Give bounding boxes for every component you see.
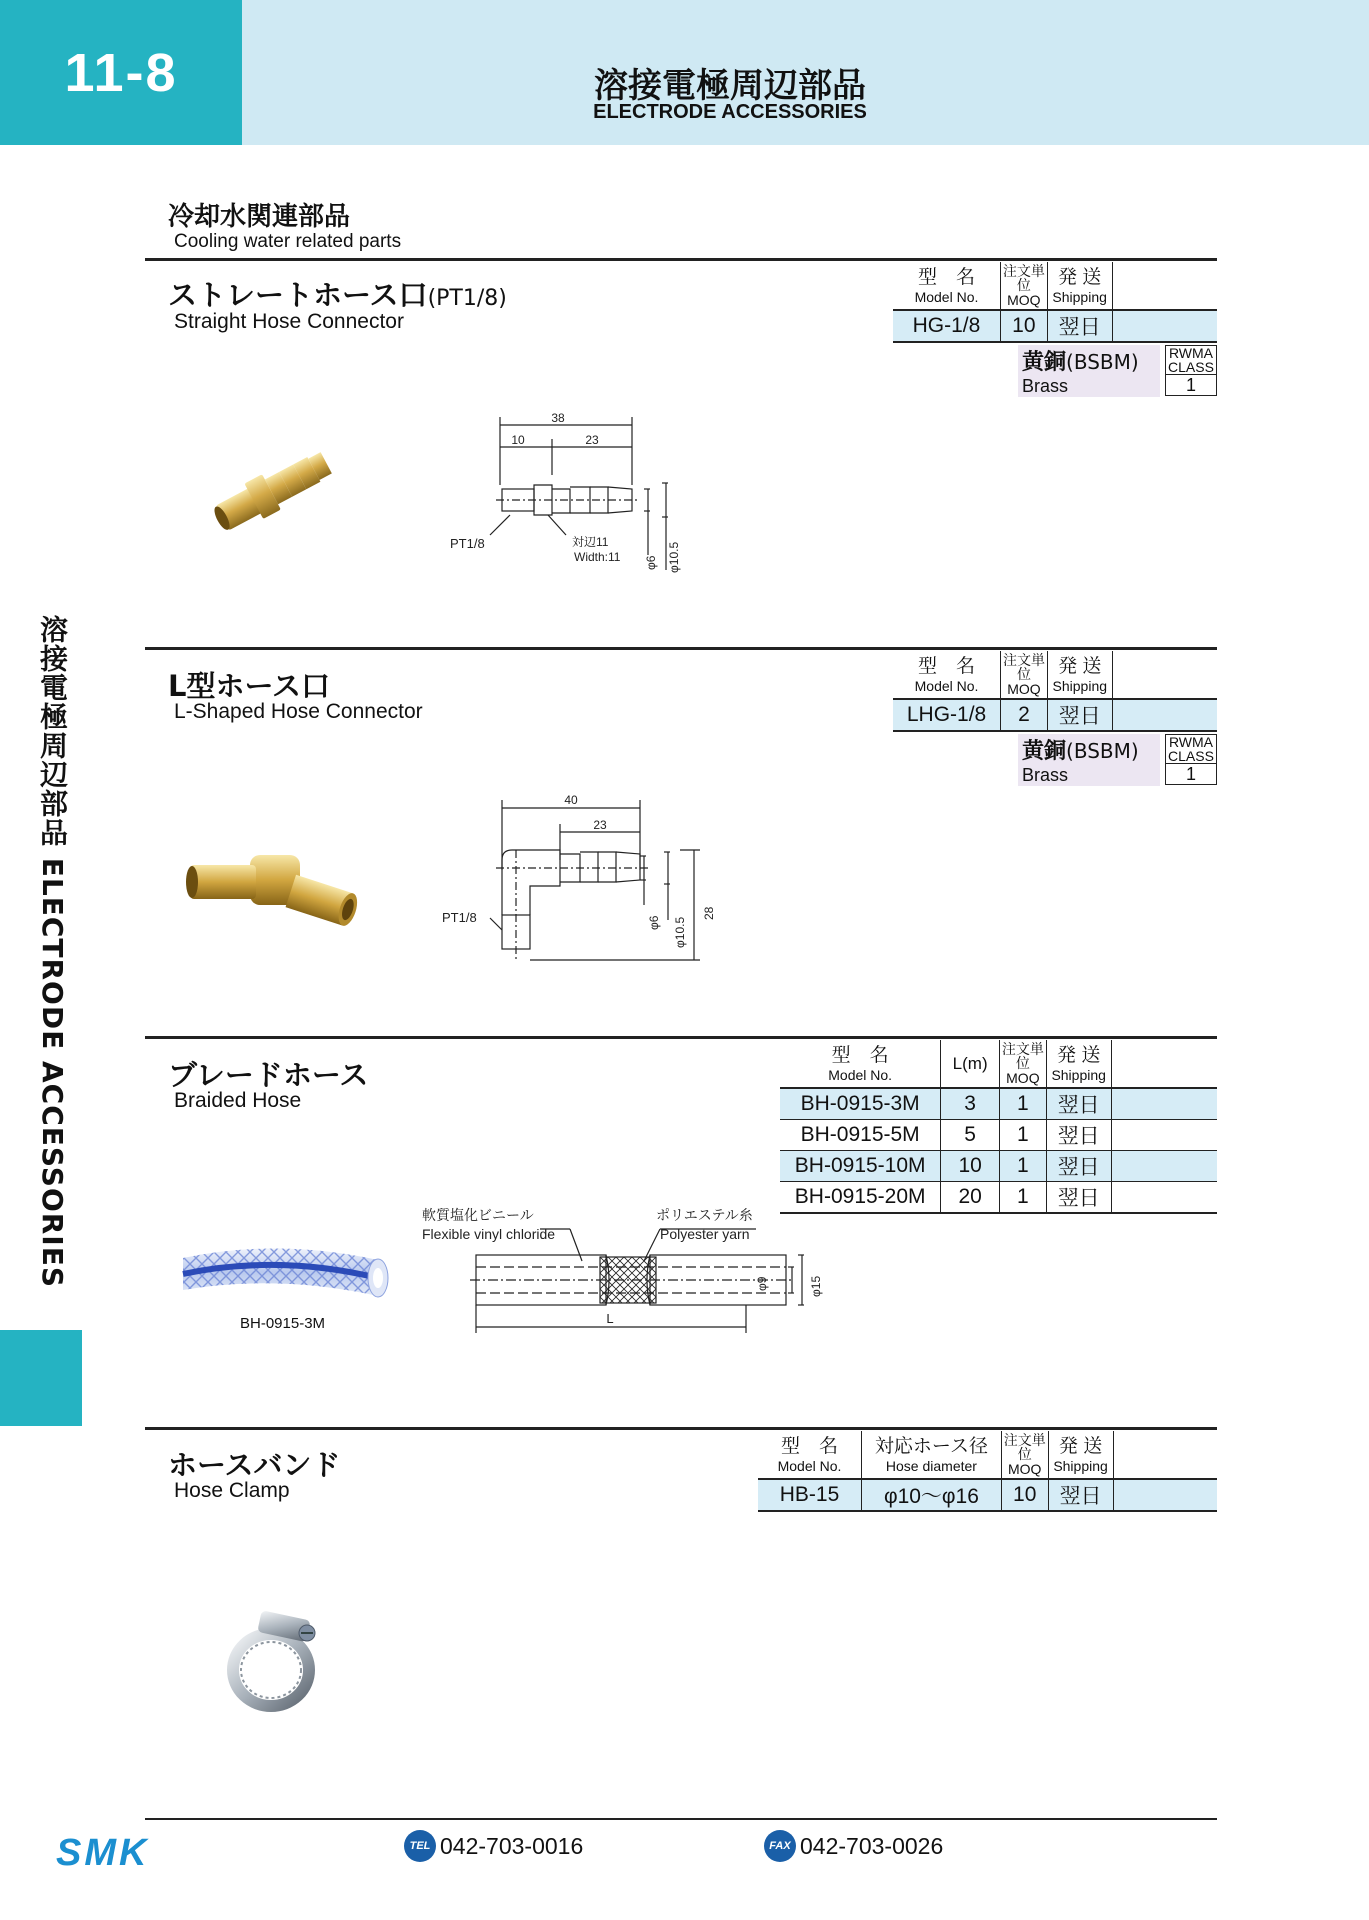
product-title-en: Straight Hose Connector bbox=[174, 310, 404, 333]
svg-text:23: 23 bbox=[593, 818, 607, 832]
material-box: 黄銅(BSBM) Brass bbox=[1018, 345, 1160, 397]
photo-caption: BH-0915-3M bbox=[240, 1315, 326, 1332]
section-divider bbox=[145, 1427, 1217, 1430]
side-tab-marker bbox=[0, 1330, 82, 1426]
svg-text:φ6: φ6 bbox=[647, 915, 661, 930]
category-title-en: Cooling water related parts bbox=[174, 231, 402, 252]
company-logo: SMK bbox=[56, 1832, 150, 1874]
product-title-jp: ホースバンド bbox=[168, 1448, 341, 1482]
table-row: HG-1/8 10 翌日 bbox=[893, 310, 1217, 342]
svg-text:φ10.5: φ10.5 bbox=[667, 541, 681, 573]
braided-hose-photo bbox=[178, 1228, 398, 1310]
tel-icon: TEL bbox=[404, 1830, 436, 1862]
hose-clamp-photo bbox=[225, 1605, 325, 1715]
braided-hose-drawing bbox=[420, 1205, 823, 1335]
svg-text:Polyester yarn: Polyester yarn bbox=[660, 1226, 750, 1242]
svg-text:PT1/8: PT1/8 bbox=[442, 910, 477, 925]
svg-text:23: 23 bbox=[585, 433, 599, 447]
svg-text:PT1/8: PT1/8 bbox=[450, 536, 485, 551]
svg-text:28: 28 bbox=[702, 906, 716, 920]
svg-text:10: 10 bbox=[511, 433, 525, 447]
table-row: LHG-1/8 2 翌日 bbox=[893, 699, 1217, 731]
svg-text:40: 40 bbox=[564, 793, 578, 807]
product-title-en: Hose Clamp bbox=[174, 1479, 290, 1502]
spec-table-braided: 型 名 Model No. L(m) 注文単位 MOQ 発 送 Shipping BH-0915-3M 3 1 翌日 BH-0915-5M 5 1 翌日 BH-0915-10M 10 1 翌日 BH-0915-20M 20 1 翌日 bbox=[780, 1040, 1217, 1214]
fax-icon: FAX bbox=[764, 1830, 796, 1862]
lshaped-connector-drawing bbox=[440, 790, 730, 975]
svg-text:軟質塩化ビニール: 軟質塩化ビニール bbox=[422, 1207, 534, 1223]
section-divider bbox=[145, 647, 1217, 650]
svg-text:38: 38 bbox=[551, 411, 565, 425]
page-number: 11-8 bbox=[0, 0, 242, 145]
product-title-en: L-Shaped Hose Connector bbox=[174, 700, 423, 723]
svg-text:Flexible vinyl chloride: Flexible vinyl chloride bbox=[422, 1226, 556, 1242]
rwma-class-badge: RWMA CLASS 1 bbox=[1165, 345, 1217, 396]
svg-text:φ15: φ15 bbox=[809, 1275, 823, 1297]
table-row: BH-0915-10M 10 1 翌日 bbox=[780, 1151, 1217, 1182]
spec-table-lshaped: 型 名 Model No. 注文単位 MOQ 発 送 Shipping LHG-1/8 2 翌日 bbox=[893, 651, 1217, 732]
table-row: HB-15 φ10〜φ16 10 翌日 bbox=[758, 1479, 1217, 1511]
tel-contact: TEL 042-703-0016 bbox=[404, 1830, 583, 1862]
page-title-en: ELECTRODE ACCESSORIES bbox=[593, 101, 867, 123]
rwma-class-badge: RWMA CLASS 1 bbox=[1165, 734, 1217, 785]
table-row: BH-0915-20M 20 1 翌日 bbox=[780, 1182, 1217, 1214]
svg-text:Width:11: Width:11 bbox=[574, 550, 621, 564]
table-row: BH-0915-3M 3 1 翌日 bbox=[780, 1088, 1217, 1120]
section-divider bbox=[145, 258, 1217, 261]
spec-table-clamp: 型 名 Model No. 対応ホース径 Hose diameter 注文単位 MOQ 発 送 Shipping HB-15 φ10〜φ16 10 翌日 bbox=[758, 1431, 1217, 1512]
straight-connector-drawing bbox=[440, 405, 700, 580]
side-section-label: 溶接電極周辺部品 ELECTRODE ACCESSORIES bbox=[36, 615, 69, 1289]
product-title-jp: L型ホース口 bbox=[168, 669, 331, 703]
svg-text:ポリエステル糸: ポリエステル糸 bbox=[656, 1207, 753, 1223]
svg-text:L: L bbox=[606, 1311, 614, 1326]
fax-contact: FAX 042-703-0026 bbox=[764, 1830, 943, 1862]
table-row: BH-0915-5M 5 1 翌日 bbox=[780, 1120, 1217, 1151]
material-box: 黄銅(BSBM) Brass bbox=[1018, 734, 1160, 786]
straight-connector-photo bbox=[205, 440, 345, 540]
section-divider bbox=[145, 1036, 1217, 1039]
page-title-jp: 溶接電極周辺部品 bbox=[594, 66, 866, 106]
lshaped-connector-photo bbox=[180, 835, 360, 940]
product-title-jp: ブレードホース bbox=[168, 1058, 369, 1092]
svg-text:φ10.5: φ10.5 bbox=[673, 916, 687, 948]
svg-text:φ9: φ9 bbox=[755, 1276, 769, 1291]
spec-table-straight: 型 名 Model No. 注文単位 MOQ 発 送 Shipping HG-1/8 10 翌日 bbox=[893, 262, 1217, 343]
category-title-jp: 冷却水関連部品 bbox=[168, 202, 351, 232]
product-title-jp: ストレートホース口(PT1/8) bbox=[168, 278, 507, 312]
product-title-en: Braided Hose bbox=[174, 1089, 302, 1112]
footer-divider bbox=[145, 1818, 1217, 1820]
svg-text:対辺11: 対辺11 bbox=[572, 535, 609, 549]
svg-text:φ6: φ6 bbox=[644, 555, 658, 570]
